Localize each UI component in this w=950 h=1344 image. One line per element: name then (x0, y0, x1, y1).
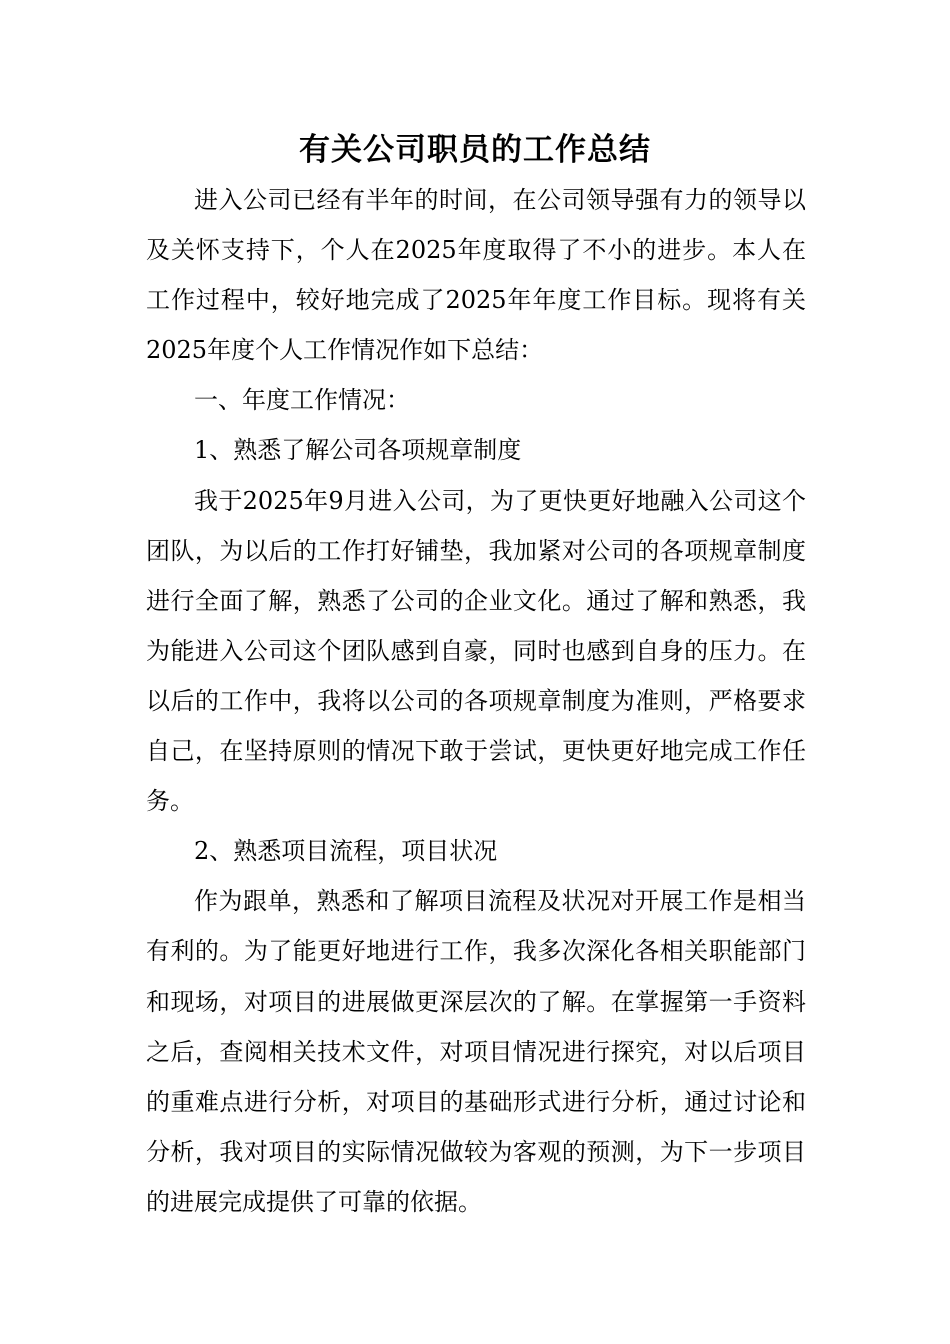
paragraph-project-process: 作为跟单，熟悉和了解项目流程及状况对开展工作是相当有利的。为了能更好地进行工作，我多次深化各相关职能部门和现场，对项目的进展做更深层次的了解。在掌握第一手资料之后，查阅相关技术文件，对项目情况进行探究，对以后项目的重难点进行分析，对项目的基础形式进行分析，通过讨论和分析，我对项目的实际情况做较为客观的预测，为下一步项目的进展完成提供了可靠的依据。 (146, 887, 806, 1216)
subheading-company-rules: 1、熟悉了解公司各项规章制度 (194, 436, 522, 465)
subheading-project-process: 2、熟悉项目流程，项目状况 (194, 837, 498, 866)
document-title: 有关公司职员的工作总结 (299, 132, 651, 168)
section-heading-annual-work: 一、年度工作情况： (194, 386, 410, 415)
paragraph-company-rules: 我于2025年9月进入公司，为了更快更好地融入公司这个团队，为以后的工作打好铺垫，我加紧对公司的各项规章制度进行全面了解，熟悉了公司的企业文化。通过了解和熟悉，我为能进入公司这个团队感到自豪，同时也感到自身的压力。在以后的工作中，我将以公司的各项规章制度为准则，严格要求自己，在坚持原则的情况下敢于尝试，更快更好地完成工作任务。 (146, 486, 806, 816)
paragraph-intro: 进入公司已经有半年的时间，在公司领导强有力的领导以及关怀支持下，个人在2025年度取得了不小的进步。本人在工作过程中，较好地完成了2025年年度工作目标。现将有关2025年度个人工作情况作如下总结： (146, 186, 806, 365)
document-body (146, 175, 806, 1227)
